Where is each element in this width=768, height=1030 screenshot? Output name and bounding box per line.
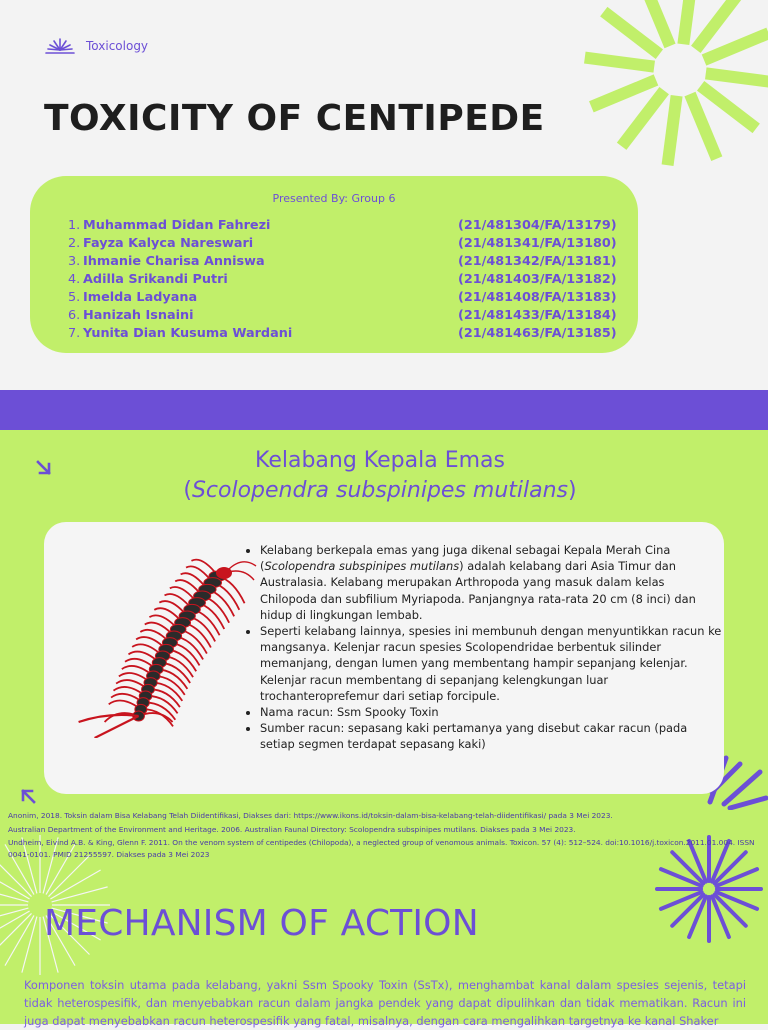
centipede-image xyxy=(58,558,258,738)
subtitle-open: ( xyxy=(183,478,192,503)
member-row xyxy=(68,234,617,252)
fact-item: • Nama racun: Ssm Spooky Toxin xyxy=(260,704,722,720)
references xyxy=(8,810,760,862)
brand-label: Toxicology xyxy=(86,39,149,53)
fact-text: ) adalah kelabang dari Asia Timur dan Australasia. Kelabang merupakan Arthropoda yang masuk dalam kelas Chilopoda dan subfilium Myriapoda. Panjangnya rata-rata 20 cm (8 inci) dan hidup di lingkungan lembab. xyxy=(260,559,696,622)
member-row xyxy=(68,270,617,288)
fact-item: • Seperti kelabang lainnya, spesies ini membunuh dengan menyuntikkan racun ke mangsanya. Kelenjar racun spesies Scolopendridae berbentuk silinder memanjang, dengan lumen yang membentang hampir sepanjang kelenjar. Kelenjar racun membentang di sepanjang kelengkungan luar trochanteroprefemur dari setiap forcipule. xyxy=(260,623,722,704)
member-number: 4. xyxy=(68,271,81,287)
fact-text: Kelabang berkepala emas yang juga dikenal sebagai Kepala Merah Cina ( xyxy=(260,543,671,574)
member-name: Fayza Kalyca Nareswari xyxy=(83,235,254,251)
section-title: Kelabang Kepala Emas xyxy=(255,448,505,473)
presenters-panel xyxy=(30,176,638,353)
member-name: Adilla Srikandi Putri xyxy=(83,271,228,287)
reference-item: Australian Department of the Environment and Heritage. 2006. Australian Faunal Directory: Scolopendra subspinipes mutilans. Diakses pada 3 Mei 2023. xyxy=(8,824,576,834)
member-name: Imelda Ladyana xyxy=(83,289,198,305)
member-row xyxy=(68,288,617,306)
member-id: (21/481403/FA/13182) xyxy=(458,271,617,287)
member-id: (21/481408/FA/13183) xyxy=(458,289,617,305)
facts-list xyxy=(246,542,722,753)
fact-item xyxy=(260,542,722,623)
member-id: (21/481463/FA/13185) xyxy=(458,325,617,341)
reference-item: Anonim, 2018. Toksin dalam Bisa Kelabang Telah Diidentifikasi, Diakses dari: https://www.ikons.id/toksin-dalam-bisa-kelabang-telah-diidentifikasi/ pada 3 Mei 2023. xyxy=(8,811,613,820)
member-id: (21/481342/FA/13181) xyxy=(458,253,617,269)
member-number: 1. xyxy=(68,217,81,233)
arrow-up-left-icon xyxy=(20,788,36,804)
member-id: (21/481433/FA/13184) xyxy=(458,307,617,323)
member-number: 6. xyxy=(68,307,81,323)
reference-item: Undheim, Eivind A.B. & King, Glenn F. 2011. On the venom system of centipedes (Chilopoda), a neglected group of venomous animals. Toxicon. 57 (4): 512–524. doi:10.1016/j.toxicon.2011.01.004. ISSN 0041-0101. PMID 21255597. Diakses pada 3 Mei 2023 xyxy=(8,838,755,859)
member-id: (21/481304/FA/13179) xyxy=(458,217,617,233)
member-name: Ihmanie Charisa Anniswa xyxy=(83,253,265,269)
starburst-decoration xyxy=(560,0,768,180)
member-number: 7. xyxy=(68,325,81,341)
page-title: TOXICITY OF CENTIPEDE xyxy=(44,98,545,139)
scientific-name: Scolopendra subspinipes mutilans xyxy=(191,478,569,503)
members-list xyxy=(68,216,617,342)
member-id: (21/481341/FA/13180) xyxy=(458,235,617,251)
member-row xyxy=(68,306,617,324)
member-number: 5. xyxy=(68,289,81,305)
fact-scientific-name: Scolopendra subspinipes mutilans xyxy=(264,559,460,574)
member-number: 2. xyxy=(68,235,81,251)
brand xyxy=(44,36,148,56)
subtitle-close: ) xyxy=(568,478,577,503)
member-number: 3. xyxy=(68,253,81,269)
mechanism-title: MECHANISM OF ACTION xyxy=(44,903,479,944)
member-row xyxy=(68,216,617,234)
member-name: Hanizah Isnaini xyxy=(83,307,194,323)
member-name: Muhammad Didan Fahrezi xyxy=(83,217,271,233)
title-section xyxy=(0,0,768,390)
presenters-heading: Presented By: Group 6 xyxy=(272,192,396,205)
fact-item: • Sumber racun: sepasang kaki pertamanya yang disebut cakar racun (pada setiap segmen terdapat sepasang kaki) xyxy=(260,720,722,752)
section-subtitle xyxy=(0,478,760,503)
mechanism-body: Komponen toksin utama pada kelabang, yakni Ssm Spooky Toxin (SsTx), menghambat kanal dalam spesies sejenis, tetapi tidak heterospesifik, dan menyebabkan racun dalam jangka pendek yang dapat dipulihkan dan tidak mematikan. Racun ini juga dapat menyebabkan racun heterospesifik yang fatal, misalnya, dengan cara mengalihkan targetnya ke kanal Shaker xyxy=(24,978,746,1028)
sunrise-icon xyxy=(44,36,76,56)
member-row xyxy=(68,252,617,270)
member-name: Yunita Dian Kusuma Wardani xyxy=(83,325,293,341)
divider-band xyxy=(0,390,768,430)
member-row xyxy=(68,324,617,342)
info-card xyxy=(44,522,724,794)
